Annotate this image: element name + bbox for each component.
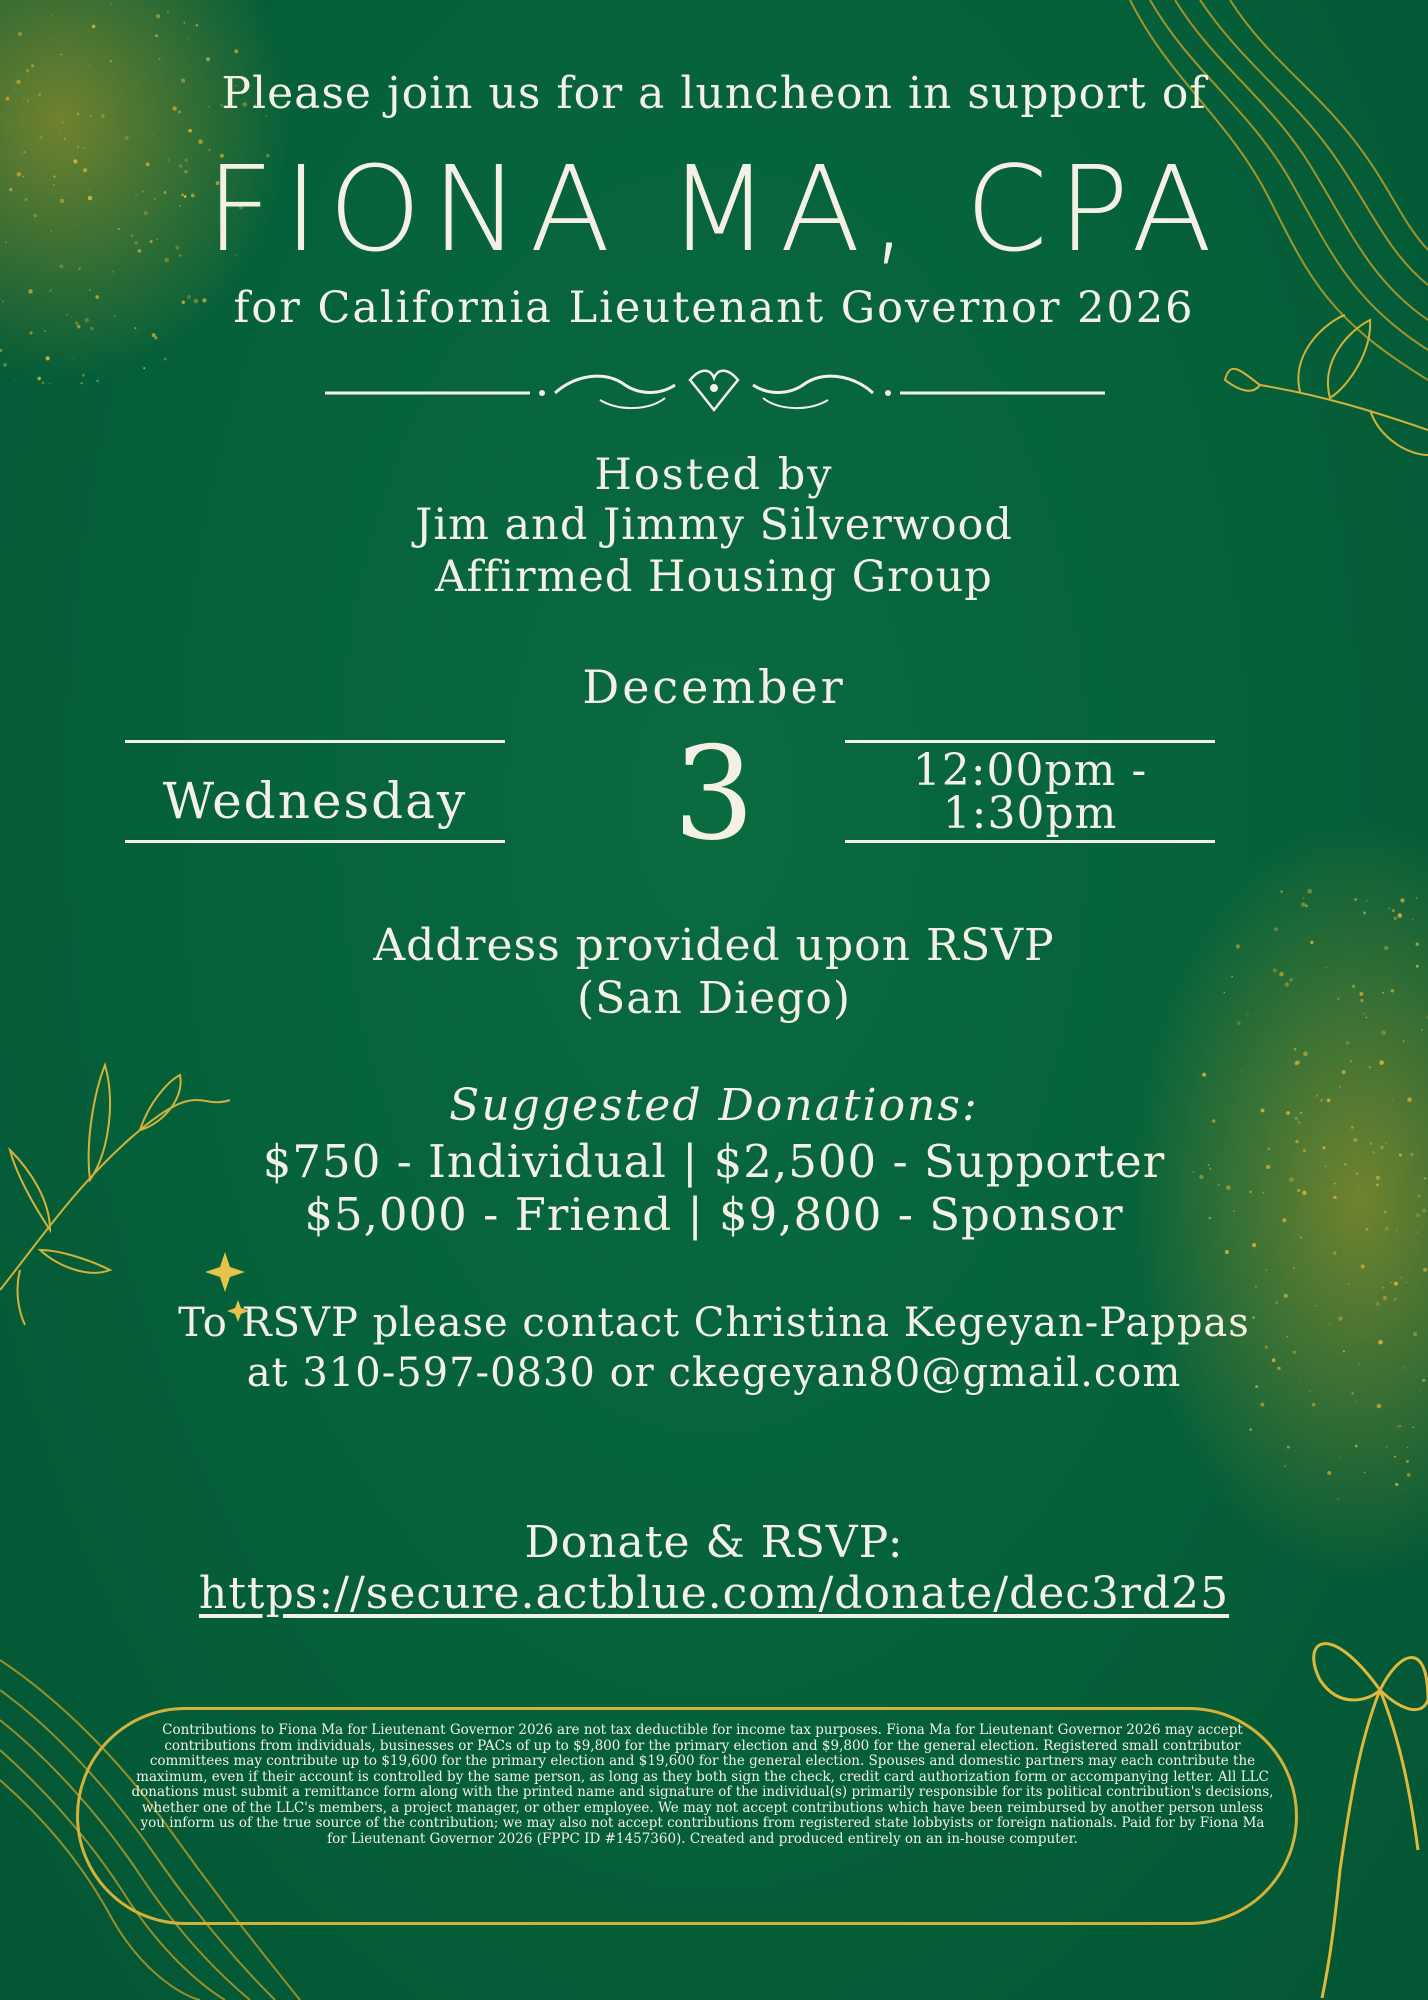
- gold-dust-speck: [1379, 1060, 1384, 1065]
- gold-dust-speck: [1346, 1041, 1350, 1045]
- address-note: Address provided upon RSVP: [373, 920, 1055, 971]
- gold-dust-speck: [1395, 1483, 1398, 1486]
- event-weekday: Wednesday: [162, 772, 468, 830]
- invitation-intro: Please join us for a luncheon in support of: [221, 68, 1207, 119]
- donations-heading: Suggested Donations:: [449, 1080, 979, 1131]
- gold-dust-speck: [49, 383, 50, 384]
- donation-levels-line-1: $750 - Individual | $2,500 - Supporter: [262, 1135, 1166, 1188]
- gold-dust-speck: [196, 24, 198, 26]
- gold-dust-speck: [1255, 1286, 1258, 1289]
- gold-dust-speck: [1252, 1243, 1256, 1247]
- gold-dust-speck: [1348, 1283, 1349, 1284]
- gold-dust-speck: [1303, 1052, 1308, 1057]
- gold-dust-speck: [1303, 897, 1305, 899]
- gold-dust-speck: [52, 15, 53, 16]
- gold-dust-speck: [1312, 1403, 1316, 1407]
- gold-dust-speck: [167, 11, 169, 13]
- gold-dust-speck: [1388, 908, 1389, 909]
- gold-dust-speck: [1407, 1473, 1411, 1477]
- event-city: (San Diego): [576, 973, 852, 1024]
- gold-dust-speck: [40, 136, 42, 138]
- hosted-by-label: Hosted by: [594, 450, 834, 500]
- gold-dust-speck: [156, 14, 160, 18]
- gold-dust-speck: [61, 54, 63, 56]
- gold-dust-speck: [62, 121, 64, 123]
- gold-dust-speck: [1354, 898, 1357, 901]
- time-bottom-rule: [845, 840, 1215, 843]
- gold-dust-speck: [234, 49, 238, 53]
- gold-dust-speck: [1421, 1029, 1423, 1031]
- gold-dust-speck: [164, 358, 167, 361]
- gold-dust-speck: [1266, 1269, 1268, 1271]
- gold-dust-speck: [88, 63, 90, 65]
- leaf-branch-right: [1225, 315, 1428, 455]
- gold-dust-speck: [1399, 1425, 1401, 1427]
- gold-dust-speck: [1363, 911, 1366, 914]
- gold-dust-speck: [1307, 889, 1312, 894]
- host-names: Jim and Jimmy Silverwood: [415, 500, 1013, 550]
- time-top-rule: [845, 740, 1215, 743]
- weekday-top-rule: [125, 740, 505, 743]
- gold-dust-speck: [188, 129, 192, 133]
- gold-dust-speck: [1416, 897, 1418, 899]
- gold-dust-speck: [155, 34, 158, 37]
- donate-rsvp-label: Donate & RSVP:: [524, 1517, 904, 1568]
- gold-dust-speck: [1364, 1472, 1366, 1474]
- gold-dust-speck: [1398, 913, 1403, 918]
- gold-dust-speck: [188, 38, 190, 40]
- gold-dust-speck: [1366, 900, 1368, 902]
- gold-dust-speck: [1287, 1446, 1290, 1449]
- gold-dust-speck: [1397, 1426, 1399, 1428]
- gold-dust-speck: [1394, 1456, 1396, 1458]
- gold-dust-speck: [96, 380, 98, 382]
- gold-dust-speck: [1333, 1251, 1337, 1255]
- gold-dust-speck: [1249, 1428, 1252, 1431]
- gold-dust-speck: [1400, 898, 1404, 902]
- gold-dust-speck: [1369, 1066, 1371, 1068]
- gold-dust-speck: [1407, 1447, 1408, 1448]
- gold-dust-speck: [1356, 1401, 1358, 1403]
- gold-dust-speck: [1382, 1287, 1384, 1289]
- gold-dust-speck: [111, 4, 113, 6]
- office-sought: for California Lieutenant Governor 2026: [233, 283, 1195, 333]
- gold-dust-speck: [206, 57, 210, 61]
- gold-dust-speck: [1342, 1070, 1346, 1074]
- event-month: December: [582, 660, 846, 714]
- gold-dust-speck: [1391, 1282, 1393, 1284]
- donate-link[interactable]: https://secure.actblue.com/donate/dec3rd25: [198, 1568, 1230, 1619]
- gold-dust-speck: [14, 380, 15, 381]
- gold-dust-speck: [1406, 1460, 1409, 1463]
- gold-dust-speck: [1338, 1457, 1339, 1458]
- gold-dust-speck: [1381, 1030, 1386, 1035]
- gold-dust-speck: [1241, 1070, 1242, 1071]
- gold-dust-speck: [1301, 902, 1305, 906]
- candidate-name: FIONA MA, CPA: [205, 140, 1223, 278]
- legal-disclaimer: Contributions to Fiona Ma for Lieutenant Governor 2026 are not tax deductible for income tax purposes. Fiona Ma for Lieutenant Governor 2026 may accept contributions from individuals, businesses or PACs of up to $9,800 for the primary election and $9,800 for the general election. Registered small contributor committees may contribute up to $19,600 for the primary election and $19,600 for the general election. Spouses and domestic partners may each contribute the maximum, even if their account is controlled by the same person, as long as they both sign the check, credit card authorization form or accompanying letter. All LLC donations must submit a remittance form along with the printed name and signature of the individual(s) primarily responsible for its political contribution's decisions, whether one of the LLC's members, a project manager, or other employee. We may not accept contributions which have been reimbursed by another person unless you inform us of the true source of the contribution; we may also not accept contributions from registered state lobbyists or foreign nationals. Paid for by Fiona Ma for Lieutenant Governor 2026 (FPPC ID #1457360). Created and produced entirely on an in-house computer.: [131, 1722, 1274, 1847]
- gold-dust-speck: [159, 58, 161, 60]
- gold-dust-speck: [42, 382, 45, 385]
- gold-dust-speck: [37, 377, 41, 381]
- gold-dust-speck: [1423, 1268, 1427, 1272]
- gold-dust-speck: [1350, 1060, 1352, 1062]
- gold-dust-speck: [1265, 1346, 1268, 1349]
- gold-dust-speck: [1305, 904, 1308, 907]
- gold-dust-speck: [1296, 1060, 1300, 1064]
- gold-dust-speck: [1413, 1426, 1415, 1428]
- gold-dust-speck: [1394, 1282, 1398, 1286]
- ornamental-divider: [325, 371, 1105, 410]
- gold-dust-speck: [110, 60, 112, 62]
- gold-dust-speck: [1202, 1073, 1206, 1077]
- ribbon-bow: [1314, 1644, 1428, 1998]
- gold-dust-speck: [92, 25, 96, 29]
- gold-dust-speck: [82, 374, 85, 377]
- gold-dust-speck: [1260, 1403, 1264, 1407]
- gold-dust-speck: [1392, 909, 1395, 912]
- gold-dust-speck: [1337, 1498, 1339, 1500]
- gold-dust-speck: [59, 132, 60, 133]
- gold-dust-speck: [31, 64, 34, 67]
- weekday-bottom-rule: [125, 840, 505, 843]
- gold-dust-speck: [1403, 1040, 1405, 1042]
- gold-dust-speck: [1406, 1282, 1408, 1284]
- event-time-end: 1:30pm: [942, 788, 1118, 839]
- rsvp-phone-email: at 310-597-0830 or ckegeyan80@gmail.com: [246, 1350, 1182, 1396]
- gold-dust-speck: [152, 133, 154, 135]
- gold-dust-speck: [1400, 1276, 1402, 1278]
- gold-dust-speck: [18, 32, 22, 36]
- gold-dust-speck: [143, 367, 145, 369]
- gold-dust-speck: [73, 358, 75, 360]
- gold-dust-speck: [1280, 890, 1282, 892]
- gold-dust-speck: [1361, 1264, 1365, 1268]
- gold-dust-speck: [3, 363, 6, 366]
- gold-dust-speck: [1293, 1266, 1296, 1269]
- gold-dust-speck: [46, 356, 50, 360]
- rsvp-contact: To RSVP please contact Christina Kegeyan-Pappas: [178, 1300, 1250, 1346]
- host-organization: Affirmed Housing Group: [435, 552, 993, 602]
- gold-dust-speck: [1377, 1404, 1382, 1409]
- gold-dust-speck: [1386, 1446, 1388, 1448]
- gold-dust-speck: [1284, 1465, 1286, 1467]
- gold-dust-speck: [1355, 1445, 1358, 1448]
- gold-dust-speck: [81, 382, 83, 384]
- gold-dust-speck: [183, 22, 185, 24]
- gold-dust-speck: [1284, 1294, 1288, 1298]
- gold-dust-speck: [1225, 1250, 1229, 1254]
- gold-dust-speck: [152, 333, 156, 337]
- event-time-start: 12:00pm -: [912, 745, 1148, 796]
- gold-dust-speck: [1327, 1471, 1331, 1475]
- gold-dust-speck: [1294, 1048, 1297, 1051]
- donation-levels-line-2: $5,000 - Friend | $9,800 - Sponsor: [304, 1188, 1124, 1241]
- event-day-number: 3: [673, 720, 755, 869]
